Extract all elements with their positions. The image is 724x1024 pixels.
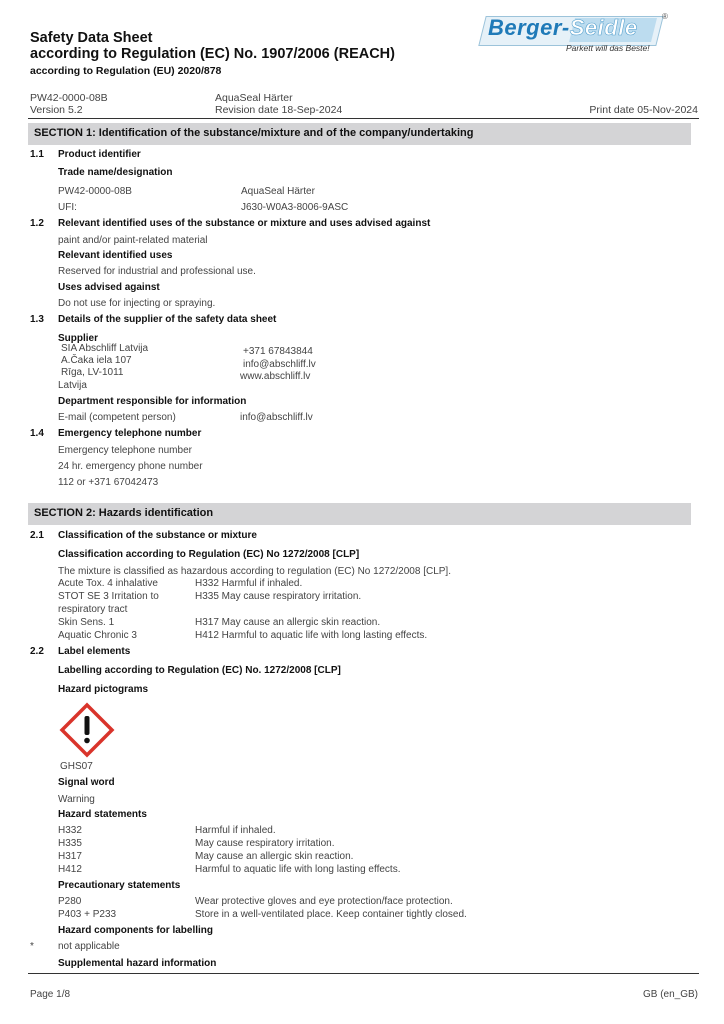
subsection-1-1-number: 1.1	[30, 149, 44, 160]
section-2-header	[28, 503, 691, 525]
header-print-date: Print date 05-Nov-2024	[589, 104, 698, 116]
hazard-class-statement: H332 Harmful if inhaled.	[195, 578, 303, 589]
section-1-header	[28, 123, 691, 145]
classification-text: The mixture is classified as hazardous according to regulation (EC) No 1272/2008 [CLP].	[58, 566, 451, 577]
header-divider	[28, 118, 699, 119]
document-subtitle-eu: according to Regulation (EU) 2020/878	[30, 65, 222, 77]
precaution-code: P280	[58, 896, 82, 907]
logo-brand-part2: Seidle	[569, 15, 638, 40]
page-number: Page 1/8	[30, 989, 71, 1000]
hazard-class-continued: respiratory tract	[58, 604, 128, 615]
subsection-1-2-title: Relevant identified uses of the substance or mixture and uses advised against	[58, 218, 431, 229]
subsection-1-1-title: Product identifier	[58, 149, 141, 160]
subsection-1-3-title: Details of the supplier of the safety data sheet	[58, 314, 277, 325]
trade-code: PW42-0000-08B	[58, 186, 132, 197]
exclamation-dot	[84, 738, 90, 744]
precautionary-statements-heading: Precautionary statements	[58, 880, 181, 891]
subsection-2-1-number: 2.1	[30, 530, 44, 541]
trade-name-heading: Trade name/designation	[58, 167, 173, 178]
subsection-1-3-number: 1.3	[30, 314, 44, 325]
signal-word-heading: Signal word	[58, 777, 115, 788]
uses-advised-against-heading: Uses advised against	[58, 282, 160, 293]
hazard-code: H332	[58, 825, 82, 836]
hazard-code: H335	[58, 838, 82, 849]
logo-brand-part1: Berger-	[488, 15, 570, 40]
competent-person-email[interactable]: info@abschliff.lv	[240, 412, 313, 423]
precaution-code: P403 + P233	[58, 909, 117, 920]
hazard-class-statement: H412 Harmful to aquatic life with long lasting effects.	[195, 630, 428, 641]
subsection-1-4-title: Emergency telephone number	[58, 428, 202, 439]
hazard-text: May cause an allergic skin reaction.	[195, 851, 354, 862]
logo-wordmark	[488, 15, 638, 41]
ufi-value: J630-W0A3-8006-9ASC	[241, 202, 349, 213]
header-version: Version 5.2	[30, 104, 83, 116]
subsection-2-1-title: Classification of the substance or mixture	[58, 530, 257, 541]
competent-person-email-label: E-mail (competent person)	[58, 412, 176, 423]
hazard-text: May cause respiratory irritation.	[195, 838, 335, 849]
supplier-phone: +371 67843844	[243, 346, 313, 357]
hazard-components-heading: Hazard components for labelling	[58, 925, 214, 936]
hazard-class-statement: H317 May cause an allergic skin reaction.	[195, 617, 381, 628]
exclamation-bar	[85, 716, 90, 735]
document-title: Safety Data Sheet	[30, 30, 153, 46]
supplier-address-line: Latvija	[58, 380, 87, 391]
hazard-code: H317	[58, 851, 82, 862]
emergency-line-2: 24 hr. emergency phone number	[58, 461, 203, 472]
pictogram-code: GHS07	[60, 761, 93, 772]
ghs07-exclamation-icon	[59, 702, 115, 758]
hazard-class: STOT SE 3 Irritation to	[58, 591, 159, 602]
change-marker: *	[30, 941, 34, 952]
locale-label: GB (en_GB)	[642, 989, 698, 1000]
precaution-text: Store in a well-ventilated place. Keep container tightly closed.	[195, 909, 467, 920]
relevant-uses-text: Reserved for industrial and professional use.	[58, 266, 256, 277]
supplier-address-line: A.Čaka iela 107	[61, 355, 132, 366]
footer-divider	[28, 973, 699, 974]
pictograms-heading: Hazard pictograms	[58, 684, 149, 695]
relevant-uses-heading: Relevant identified uses	[58, 250, 173, 261]
subsection-2-2-title: Label elements	[58, 646, 131, 657]
supplier-email[interactable]: info@abschliff.lv	[243, 359, 316, 370]
hazard-text: Harmful to aquatic life with long lasting effects.	[195, 864, 401, 875]
trade-name: AquaSeal Härter	[241, 186, 315, 197]
supplier-address-line: Rīga, LV-1011	[61, 367, 124, 378]
hazard-class: Aquatic Chronic 3	[58, 630, 137, 641]
emergency-phone: 112 or +371 67042473	[58, 477, 159, 488]
header-product-code: PW42-0000-08B	[30, 92, 108, 104]
supplier-address-line: SIA Abschliff Latvija	[61, 343, 149, 354]
logo-tagline: Parkett will das Beste!	[566, 43, 650, 53]
section-1-title: SECTION 1: Identification of the substance/mixture and of the company/undertaking	[34, 127, 474, 139]
department-heading: Department responsible for information	[58, 396, 247, 407]
hazard-class: Acute Tox. 4 inhalative	[58, 578, 158, 589]
header-product-name: AquaSeal Härter	[215, 92, 293, 104]
uses-advised-against-text: Do not use for injecting or spraying.	[58, 298, 216, 309]
labelling-heading: Labelling according to Regulation (EC) No. 1272/2008 [CLP]	[58, 665, 341, 676]
supplier-website[interactable]: www.abschliff.lv	[240, 371, 311, 382]
supplemental-hazard-heading: Supplemental hazard information	[58, 958, 217, 969]
supplier-heading: Supplier	[58, 333, 99, 344]
subsection-1-2-number: 1.2	[30, 218, 44, 229]
uses-text: paint and/or paint-related material	[58, 235, 208, 246]
hazard-code: H412	[58, 864, 82, 875]
signal-word: Warning	[58, 794, 95, 805]
hazard-statements-heading: Hazard statements	[58, 809, 147, 820]
emergency-line-1: Emergency telephone number	[58, 445, 192, 456]
document-subtitle-reach: according to Regulation (EC) No. 1907/2006 (REACH)	[30, 46, 395, 62]
hazard-class: Skin Sens. 1	[58, 617, 115, 628]
subsection-1-4-number: 1.4	[30, 428, 44, 439]
header-revision-date: Revision date 18-Sep-2024	[215, 104, 343, 116]
hazard-class-statement: H335 May cause respiratory irritation.	[195, 591, 362, 602]
precaution-text: Wear protective gloves and eye protection/face protection.	[195, 896, 453, 907]
hazard-text: Harmful if inhaled.	[195, 825, 276, 836]
subsection-2-2-number: 2.2	[30, 646, 44, 657]
clp-classification-heading: Classification according to Regulation (EC) No 1272/2008 [CLP]	[58, 549, 360, 560]
section-2-title: SECTION 2: Hazards identification	[34, 507, 214, 519]
hazard-components-text: not applicable	[58, 941, 120, 952]
logo-registered-mark: ®	[662, 12, 668, 21]
ufi-label: UFI:	[58, 202, 77, 213]
